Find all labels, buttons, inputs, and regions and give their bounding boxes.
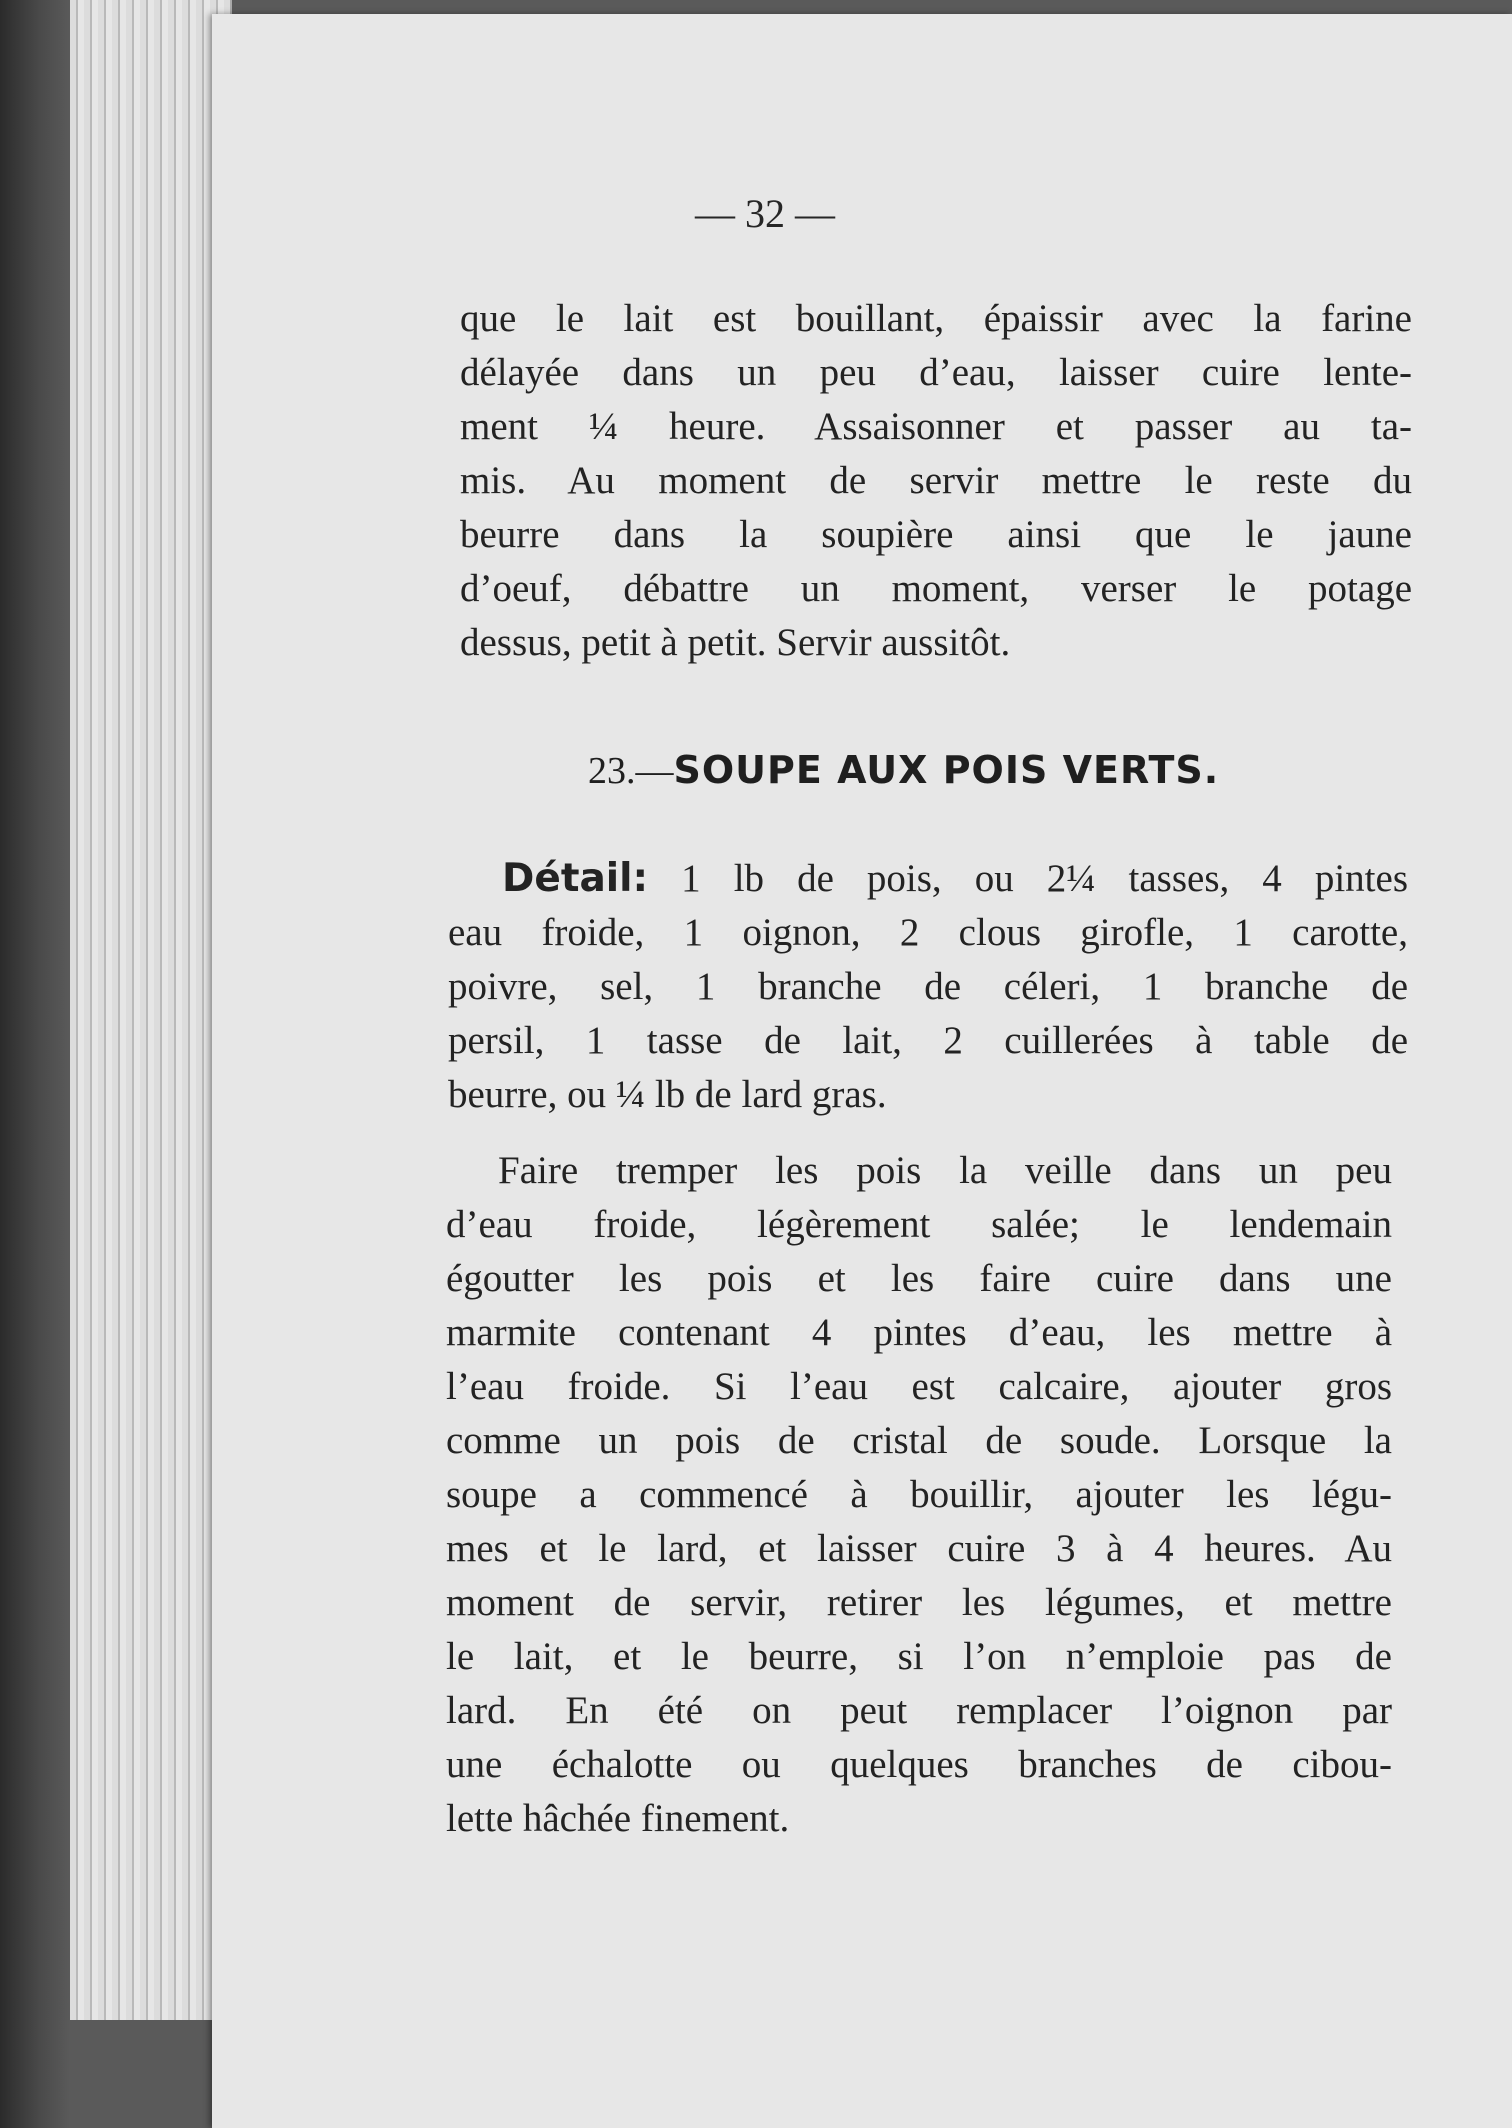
text-line: délayée dans un peu d’eau, laisser cuire lente-: [460, 351, 1412, 394]
text-line: comme un pois de cristal de soude. Lorsque la: [446, 1419, 1392, 1462]
text-line: dessus, petit à petit. Servir aussitôt.: [460, 621, 1011, 664]
continuation-paragraph: [460, 292, 1412, 670]
text-line: mis. Au moment de servir mettre le reste du: [460, 459, 1412, 502]
text-line: lette hâchée finement.: [446, 1797, 790, 1840]
text-line: Faire tremper les pois la veille dans un peu: [498, 1149, 1392, 1192]
text-line: d’eau froide, légèrement salée; le lendemain: [446, 1203, 1392, 1246]
text-line: eau froide, 1 oignon, 2 clous girofle, 1 carotte,: [448, 911, 1408, 954]
text-line: beurre dans la soupière ainsi que le jaune: [460, 513, 1412, 556]
recipe-title: SOUPE AUX POIS VERTS.: [673, 748, 1220, 792]
text-line: marmite contenant 4 pintes d’eau, les mettre à: [446, 1311, 1392, 1354]
text-line: que le lait est bouillant, épaissir avec la farine: [460, 297, 1412, 340]
text-line: lard. En été on peut remplacer l’oignon par: [446, 1689, 1392, 1732]
text-line: égoutter les pois et les faire cuire dans une: [446, 1257, 1392, 1300]
text-line: poivre, sel, 1 branche de céleri, 1 branche de: [448, 965, 1408, 1008]
page-number: — 32 —: [695, 191, 835, 236]
recipe-number: 23.—: [588, 750, 674, 792]
text-line: soupe a commencé à bouillir, ajouter les légu-: [446, 1473, 1392, 1516]
method-paragraph: [446, 1144, 1392, 1846]
text-line: ment ¼ heure. Assaisonner et passer au ta-: [460, 405, 1412, 448]
detail-text: 1 lb de pois, ou 2¼ tasses, 4 pintes: [681, 857, 1409, 900]
text-line: le lait, et le beurre, si l’on n’emploie pas de: [446, 1635, 1392, 1678]
detail-label: Détail:: [502, 856, 649, 901]
text-line: moment de servir, retirer les légumes, et mettre: [446, 1581, 1392, 1624]
text-line: l’eau froide. Si l’eau est calcaire, ajouter gros: [446, 1365, 1392, 1408]
recipe-heading: [588, 748, 1219, 793]
text-line: une échalotte ou quelques branches de cibou-: [446, 1743, 1392, 1786]
text-line: persil, 1 tasse de lait, 2 cuillerées à table de: [448, 1019, 1408, 1062]
book-page-edges: [70, 0, 232, 2020]
text-line: d’oeuf, débattre un moment, verser le potage: [460, 567, 1412, 610]
text-line: [448, 852, 1408, 906]
text-line: mes et le lard, et laisser cuire 3 à 4 heures. Au: [446, 1527, 1392, 1570]
ingredients-paragraph: [448, 852, 1408, 1122]
text-line: beurre, ou ¼ lb de lard gras.: [448, 1073, 887, 1116]
